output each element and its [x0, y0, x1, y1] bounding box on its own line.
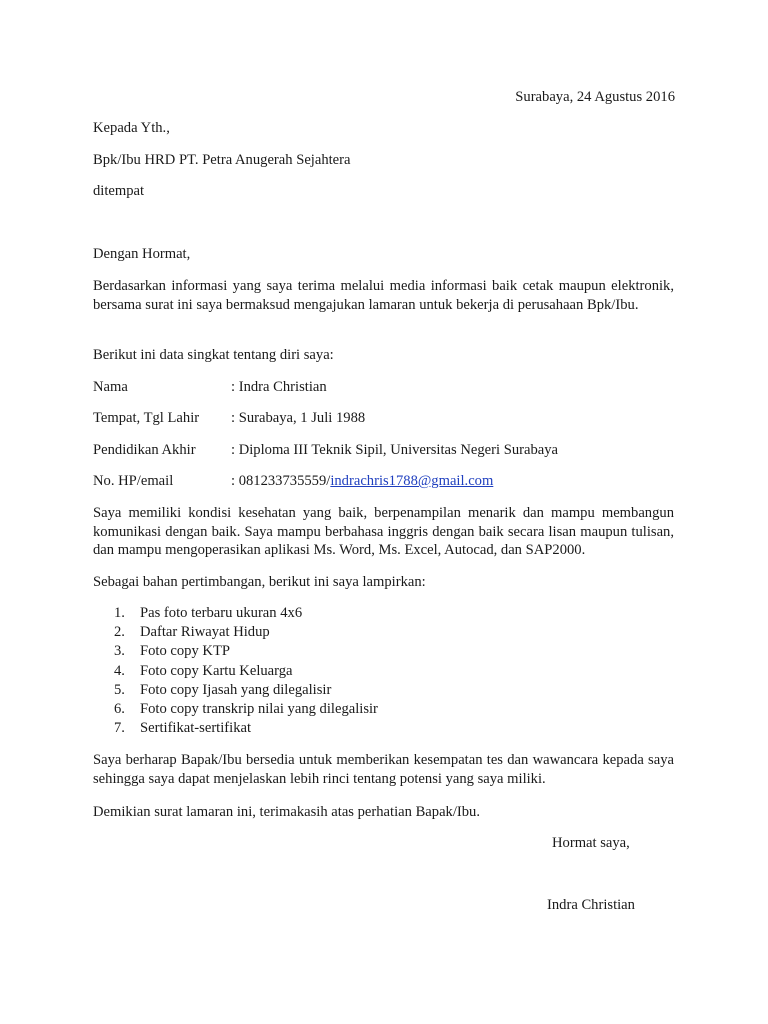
- list-item-number: 1.: [114, 605, 125, 621]
- list-item-number: 2.: [114, 624, 125, 641]
- list-item-text: Foto copy transkrip nilai yang dilegalisir: [140, 700, 378, 717]
- closing-phrase: Hormat saya,: [552, 835, 630, 851]
- list-item: [114, 719, 378, 738]
- contact-phone: : 081233735559/: [231, 473, 331, 489]
- list-item: [114, 681, 378, 700]
- list-item-number: 3.: [114, 643, 125, 660]
- list-item-number: 5.: [114, 681, 125, 698]
- personal-row-contact: [93, 472, 493, 490]
- list-item-text: Foto copy Kartu Keluarga: [140, 662, 293, 679]
- list-item: [114, 623, 378, 642]
- name-label: Nama: [93, 379, 128, 395]
- list-item: [114, 642, 378, 661]
- list-item: [114, 604, 378, 623]
- birth-value: : Surabaya, 1 Juli 1988: [231, 410, 366, 426]
- paragraph-skills: Saya memiliki kondisi kesehatan yang baik, berpenampilan menarik dan mampu membangun komunikasi dengan baik. Saya mampu berbahasa inggris dengan baik secara lisan maupun tulisan, dan mampu mengoperasikan aplikasi Ms. Word, Ms. Excel, Autocad, dan SAP2000.: [93, 505, 674, 559]
- birth-label: Tempat, Tgl Lahir: [93, 410, 200, 426]
- recipient-name: Bpk/Ibu HRD PT. Petra Anugerah Sejahtera: [93, 152, 351, 168]
- signer-name: Indra Christian: [547, 897, 635, 913]
- education-label: Pendidikan Akhir: [93, 442, 196, 458]
- list-item-number: 4.: [114, 662, 125, 679]
- name-value: : Indra Christian: [231, 379, 327, 395]
- list-item-text: Foto copy KTP: [140, 643, 230, 660]
- recipient-greeting: Kepada Yth.,: [93, 120, 170, 136]
- paragraph-intro: Berdasarkan informasi yang saya terima melalui media informasi baik cetak maupun elektronik, bersama surat ini saya bermaksud mengajukan lamaran untuk bekerja di perusahaan Bpk/Ibu.: [93, 278, 674, 313]
- list-item-text: Pas foto terbaru ukuran 4x6: [140, 605, 303, 621]
- email-link[interactable]: indrachris1788@gmail.com: [330, 473, 494, 489]
- salutation: Dengan Hormat,: [93, 246, 191, 262]
- personal-row-birth: [93, 409, 365, 427]
- paragraph-hope: Saya berharap Bapak/Ibu bersedia untuk memberikan kesempatan tes dan wawancara kepada saya sehingga saya dapat menjelaskan lebih rinci tentang potensi yang saya miliki.: [93, 752, 674, 787]
- list-item-number: 7.: [114, 720, 125, 737]
- list-item: [114, 700, 378, 719]
- contact-label: No. HP/email: [93, 473, 174, 489]
- list-item-text: Daftar Riwayat Hidup: [140, 624, 270, 641]
- list-item: [114, 662, 378, 681]
- list-item-text: Foto copy Ijasah yang dilegalisir: [140, 681, 332, 698]
- recipient-location: ditempat: [93, 183, 145, 199]
- education-value: : Diploma III Teknik Sipil, Universitas Negeri Surabaya: [231, 442, 558, 458]
- list-item-text: Sertifikat-sertifikat: [140, 720, 252, 737]
- paragraph-closing: Demikian surat lamaran ini, terimakasih atas perhatian Bapak/Ibu.: [93, 804, 481, 820]
- attachments-intro: Sebagai bahan pertimbangan, berikut ini saya lampirkan:: [93, 574, 426, 590]
- personal-row-education: [93, 441, 558, 459]
- personal-row-name: [93, 378, 327, 396]
- place-date: Surabaya, 24 Agustus 2016: [515, 89, 675, 105]
- data-intro: Berikut ini data singkat tentang diri saya:: [93, 347, 334, 363]
- list-item-number: 6.: [114, 700, 125, 717]
- attachments-list: [114, 604, 378, 738]
